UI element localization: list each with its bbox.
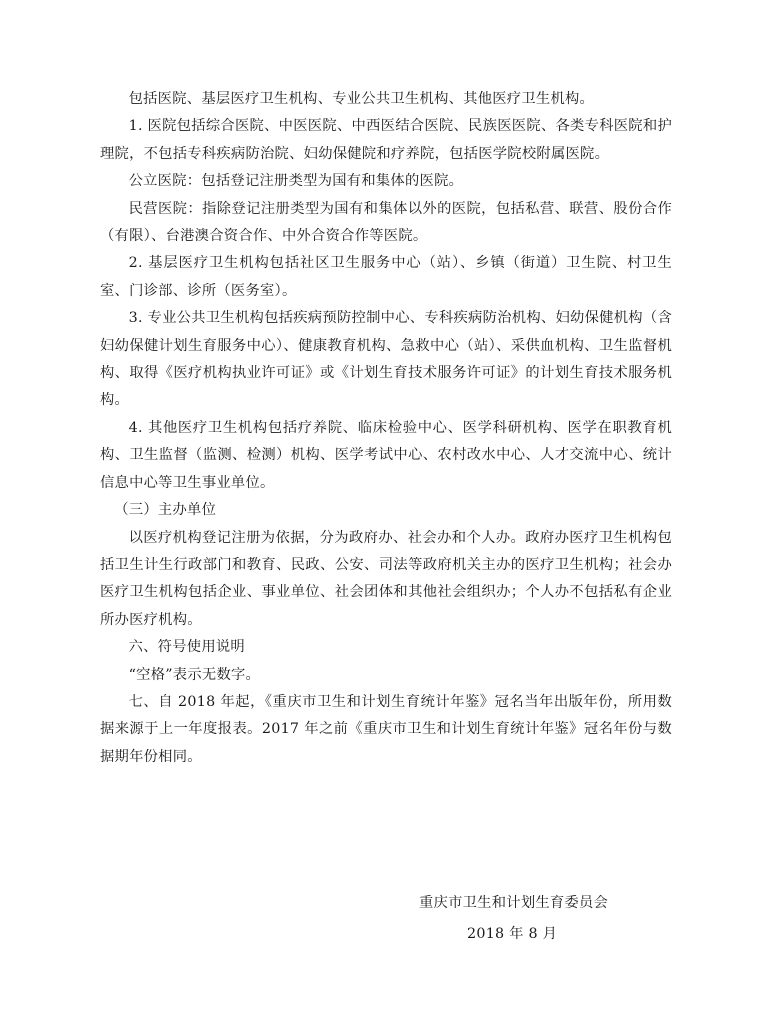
paragraph-hospitals: 1. 医院包括综合医院、中医医院、中西医结合医院、民族医医院、各类专科医院和护理院，不包括专科疾病防治院、妇幼保健院和疗养院，包括医学院校附属医院。: [100, 118, 672, 162]
paragraph-public-hospitals: 公立医院：包括登记注册类型为国有和集体的医院。: [128, 173, 464, 190]
section-heading-sponsor: （三）主办单位: [114, 502, 217, 519]
paragraph-primary-care: 2. 基层医疗卫生机构包括社区卫生服务中心（站）、乡镇（街道）卫生院、村卫生室、门诊部、诊所（医务室）。: [100, 255, 672, 299]
section-heading-symbols: 六、符号使用说明: [128, 639, 245, 656]
paragraph-institution-categories: 包括医院、基层医疗卫生机构、专业公共卫生机构、其他医疗卫生机构。: [128, 91, 595, 107]
paragraph-symbols: “空格”表示无数字。: [128, 666, 261, 683]
paragraph-sponsor: 以医疗机构登记注册为依据，分为政府办、社会办和个人办。政府办医疗卫生机构包括卫生计生行政部门和教育、民政、公安、司法等政府机关主办的医疗卫生机构；社会办医疗卫生机构包括企业、事业单位、社会团体和其他社会组织办；个人办不包括私有企业所办医疗机构。: [100, 529, 672, 628]
paragraph-other-institutions: 4. 其他医疗卫生机构包括疗养院、临床检验中心、医学科研机构、医学在职教育机构、卫生监督（监测、检测）机构、医学考试中心、农村改水中心、人才交流中心、统计信息中心等卫生事业单位。: [100, 419, 672, 491]
paragraph-public-health: 3. 专业公共卫生机构包括疾病预防控制中心、专科疾病防治机构、妇幼保健机构（含妇幼保健计划生育服务中心）、健康教育机构、急救中心（站）、采供血机构、卫生监督机构、取得《医疗机构执业许可证》或《计划生育技术服务许可证》的计划生育技术服务机构。: [100, 310, 672, 409]
paragraph-yearbook-naming: 七、自 2018 年起，《重庆市卫生和计划生育统计年鉴》冠名当年出版年份，所用数据来源于上一年度报表。2017 年之前《重庆市卫生和计划生育统计年鉴》冠名年份与数据期年份相同。: [100, 693, 672, 765]
document-body: [100, 86, 672, 771]
signature-organization: 重庆市卫生和计划生育委员会: [419, 895, 609, 911]
paragraph-private-hospitals: 民营医院：指除登记注册类型为国有和集体以外的医院，包括私营、联营、股份合作（有限）、台港澳合资合作、中外合资合作等医院。: [100, 200, 672, 245]
signature-date: 2018 年 8 月: [467, 926, 558, 942]
